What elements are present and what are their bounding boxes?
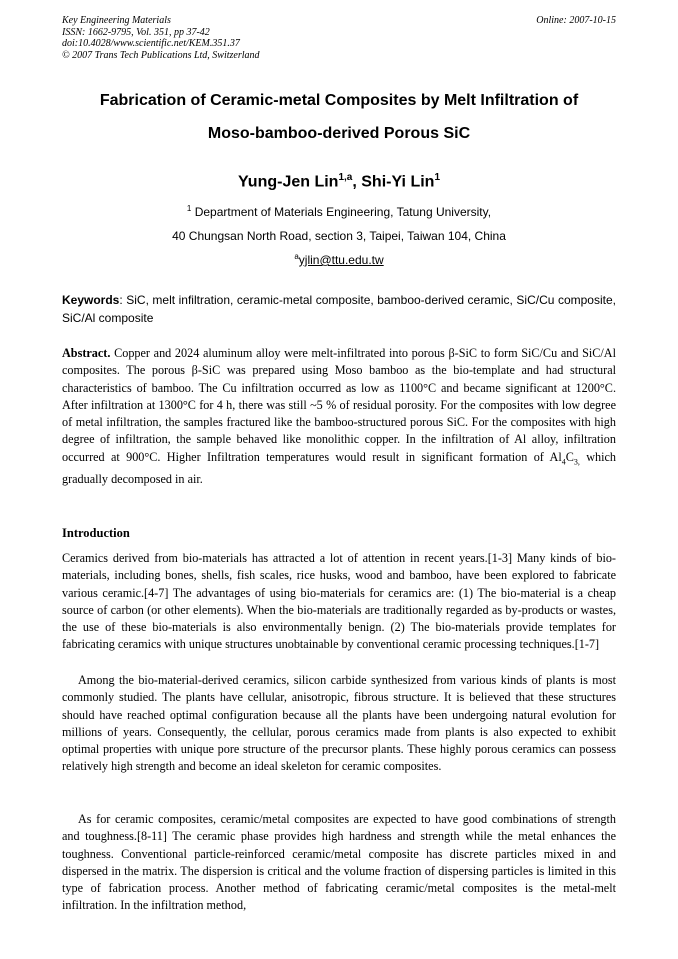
keywords-label: Keywords: [62, 293, 120, 307]
affiliation-mark: 1: [186, 204, 192, 213]
author-list: [40, 172, 638, 191]
intro-paragraph-1: Ceramics derived from bio-materials has attracted a lot of attention in recent years.[1-3] Many kinds of bio-materials, including bones, shells, fish scales, rice husks, wood and bamboo, have been explored to fabricate various ceramic.[4-7] The advantages of using bio-materials for ceramics are: (1) The bio-material is a cheap source of carbon (or other elements). When the bio-materials are traditionally regarded as by-products or wastes, the use of these bio-materials is also environmentally benign. (2) The bio-materials provide templates for fabricating ceramics with unique structures unobtainable by conventional ceramic processing techniques.[1-7]: [62, 551, 616, 652]
abstract: [62, 345, 616, 488]
email-line: [40, 252, 638, 267]
paper-title-line-1: Fabrication of Ceramic-metal Composites by Melt Infiltration of: [99, 92, 579, 109]
abstract-subscript-2: 3,: [573, 457, 580, 467]
introduction-heading: Introduction: [62, 526, 130, 540]
journal-header: [62, 15, 616, 61]
abstract-text: Copper and 2024 aluminum alloy were melt-infiltrated into porous β-SiC to form SiC/Cu and SiC/Al composites. The porous β-SiC was prepared using Moso bamboo as the bio-template and had structural characteristics of bamboo. The Cu infiltration occurred as low as 1100°C and became significant at 1200°C. After infiltration at 1300°C for 4 h, there was still ~5 % of residual porosity. For the composites with low degree of metal infiltration, the samples fractured like the bamboo-structured porous SiC. For the composites with high degree of infiltration, the sample behaved like monolithic copper. In the infiltration of Al alloy, infiltration occurred at 900°C. Higher Infiltration temperatures would result in significant formation of Al: [62, 346, 616, 464]
author-1-affiliation-mark: 1,a: [338, 172, 353, 183]
affiliation-department: Department of Materials Engineering, Tatung University,: [191, 205, 492, 219]
abstract-text-end: which gradually decomposed in air.: [62, 449, 616, 486]
affiliation-line-1: [40, 204, 638, 219]
keywords-text: : SiC, melt infiltration, ceramic-metal composite, bamboo-derived ceramic, SiC/Cu composite, SiC/Al composite: [62, 293, 616, 325]
copyright-line: © 2007 Trans Tech Publications Ltd, Switzerland: [62, 49, 260, 61]
issn-line: ISSN: 1662-9795, Vol. 351, pp 37-42: [62, 26, 210, 38]
author-2: Shi-Yi Lin: [361, 173, 435, 191]
abstract-subscript-1: 4: [561, 457, 566, 467]
paper-title-line-2: Moso-bamboo-derived Porous SiC: [207, 125, 471, 142]
email-link[interactable]: yjlin@ttu.edu.tw: [298, 253, 384, 267]
author-1: Yung-Jen Lin: [238, 173, 339, 191]
intro-paragraph-2: Among the bio-material-derived ceramics, silicon carbide synthesized from various kinds of plants is most commonly studied. The plants have cellular, anisotropic, fibrous structure. It is believed that these structures should have reached optimal configuration because all the plants have been undergoing natural evolution for millions of years. Consequently, the cellular, porous ceramics made from plants is also expected to exhibit optimal properties with unique pore structure of the precursor plants. These highly porous ceramics can possess relatively high strength and become an ideal skeleton for ceramic composites.: [62, 673, 616, 774]
keywords: [62, 291, 616, 327]
abstract-formula: C: [565, 449, 574, 464]
email-mark: a: [294, 252, 299, 261]
author-separator: ,: [352, 173, 362, 191]
affiliation-line-2: 40 Chungsan North Road, section 3, Taipei, Taiwan 104, China: [172, 229, 506, 243]
abstract-label: Abstract.: [62, 346, 111, 360]
doi-line: doi:10.4028/www.scientific.net/KEM.351.37: [62, 38, 240, 49]
journal-name: Key Engineering Materials: [62, 15, 171, 26]
author-2-affiliation-mark: 1: [434, 172, 440, 183]
intro-paragraph-3: As for ceramic composites, ceramic/metal composites are expected to have good combinations of strength and toughness.[8-11] The ceramic phase provides high hardness and strength while the metal enhances the toughness. Conventional particle-reinforced ceramic/metal composite has discrete particles mixed in and dispersed in the matrix. The dispersion is critical and the volume fraction of dispersing particles is limited in this type of fabrication process. Another method of fabricating ceramic/metal composites is the metal-melt infiltration. In the infiltration method,: [62, 812, 616, 913]
online-date: Online: 2007-10-15: [536, 15, 616, 26]
